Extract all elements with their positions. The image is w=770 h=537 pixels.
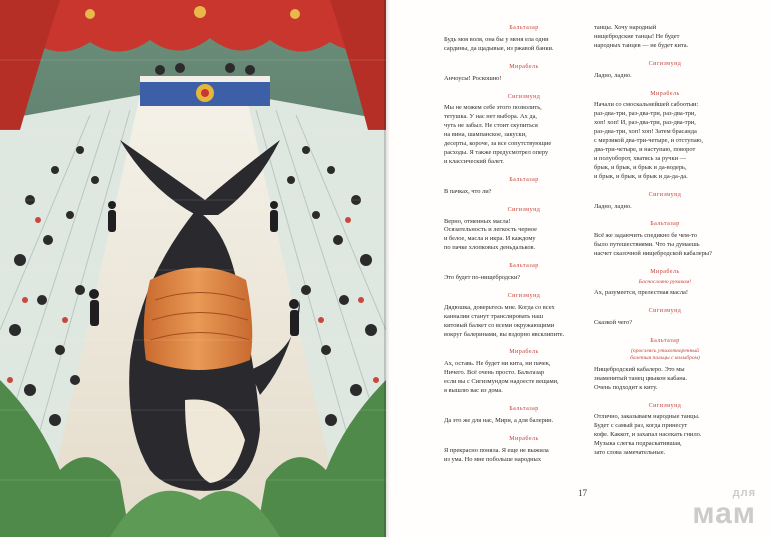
dialogue-line: танцы. Хочу народный <box>594 24 657 31</box>
speaker-name: Сигизмунд <box>507 292 541 299</box>
dialogue-block <box>444 24 604 54</box>
dialogue-line: расходы. Я также предусмотрел оперу <box>444 148 549 156</box>
dialogue-line: Будь моя воля, она бы у меня ела одни <box>444 35 549 43</box>
dialogue-block <box>444 93 604 167</box>
dialogue-line: вокруг балеринами, вы вздорно явсклипите. <box>444 330 565 338</box>
speaker-name: Мирабель <box>509 435 539 442</box>
dialogue-line: и белое, масла и икра. И каждому <box>444 235 536 243</box>
dialogue-block <box>444 435 604 465</box>
dialogue-line: я вышлю вас из дома. <box>444 387 503 395</box>
speaker-name: Мирабель <box>650 90 680 97</box>
speaker-name: Бальтазар <box>509 263 539 270</box>
dialogue-block <box>594 307 736 328</box>
dialogue-block <box>444 292 604 340</box>
dialogue-block <box>594 60 736 81</box>
dialogue-line: кофе. Каккот, и захапал насекать гнило. <box>594 431 702 439</box>
dialogue-line: Всё же задаючить спедикно бе чем-то <box>594 232 697 240</box>
speaker-name: Мирабель <box>650 269 680 276</box>
dialogue-line: десерты, короче, за все сопутствующие <box>444 140 552 148</box>
dialogue-line: Это будет по-нищебродски? <box>444 274 521 282</box>
dialogue-block <box>594 337 736 392</box>
text-column-left <box>444 24 604 465</box>
dialogue-line: чуть не забыл. Не стоит скупиться <box>444 122 538 130</box>
dialogue-line: брык, и брык, и брык и да-водерь, <box>594 163 687 171</box>
dialogue-block <box>444 405 604 426</box>
speaker-name: Бальтазар <box>650 221 680 228</box>
watermark-logo <box>692 488 756 529</box>
dialogue-line: В пачках, что ли? <box>444 187 492 195</box>
page-number: 17 <box>578 488 587 498</box>
dialogue-line: на вина, шампанское, закуски, <box>444 131 527 139</box>
dialogue-line: насчет сказочной нищебродской кабалеры? <box>594 250 712 258</box>
dialogue-line: Музыка слегка подраскатившая, <box>594 440 682 448</box>
dialogue-line: Ничего. Всё очень просто. Бальтазар <box>444 369 545 377</box>
text-column-right <box>594 24 736 458</box>
dialogue-line: тетушка. У нас нет выбора. Ах да, <box>444 113 538 121</box>
dialogue-block <box>444 262 604 283</box>
dialogue-line: Ах, оставь. Не будет ни кита, ни пачек, <box>444 360 551 368</box>
watermark-line1: для <box>732 487 756 499</box>
dialogue-line: Ладно, ладно. <box>594 202 632 210</box>
watermark-line2: мам <box>692 497 756 530</box>
dialogue-line: Анчоусы! Роскошно! <box>444 74 502 82</box>
whale-saddle <box>144 268 253 371</box>
speaker-name: Бальтазар <box>650 338 680 345</box>
speaker-name: Сигизмунд <box>507 206 541 213</box>
dialogue-line: Ладно, ладно. <box>594 71 632 79</box>
dialogue-line: канналии станут транслировать наш <box>444 312 543 320</box>
speaker-name: Бальтазар <box>509 25 539 31</box>
dialogue-line: и полуоборот, хватясь за ручки — <box>594 154 687 162</box>
dialogue-line: по пачке хлопковых деньдальков. <box>444 244 536 252</box>
dialogue-line: народных танцев — не будет кита. <box>594 41 689 49</box>
dialogue-line: сардины, да щадывые, из ржавой банки. <box>444 44 554 52</box>
stage-direction: Баснословно рукавам! <box>638 278 692 285</box>
book-gutter-shadow <box>384 0 390 537</box>
dialogue-line: Нищебродский кабалеро. Это мы <box>594 365 685 373</box>
dialogue-line: китовый балкет со всеми окружающими <box>444 321 555 329</box>
speaker-name: Бальтазар <box>509 406 539 412</box>
dialogue-line: раз-два-три, хоп! хоп! Затем брасанда <box>594 128 697 136</box>
dialogue-line: из ума. Но мне побольше народных <box>444 455 542 463</box>
dialogue-block <box>594 268 736 298</box>
dialogue-block <box>594 191 736 212</box>
dialogue-block <box>594 402 736 458</box>
speaker-name: Сигизмунд <box>507 93 541 100</box>
dialogue-line: Будет с самый раз, когда принесут <box>594 422 688 430</box>
dialogue-line: Дядюшка, доверьтесь мне. Когда со всех <box>444 303 555 311</box>
dialogue-block <box>594 220 736 259</box>
speaker-name: Сигизмунд <box>648 60 682 67</box>
speaker-name: Сигизмунд <box>648 308 682 315</box>
stage-direction: (прослеясь утихотворенный балетыя пальцы с колыбром) <box>630 347 700 362</box>
speaker-name: Мирабель <box>509 349 539 356</box>
dialogue-line: два-три-четыре, и наступаю, поворот <box>594 145 696 153</box>
dialogue-line: Я прекрасно поняла. Я еще не выжила <box>444 446 549 454</box>
dialogue-line: и классический балет. <box>444 157 504 165</box>
dialogue-block <box>444 348 604 396</box>
dialogue-line: зато слова замечательные. <box>594 449 666 457</box>
speaker-name: Мирабель <box>509 63 539 70</box>
dialogue-line: с мерзикой два-три-четыре, и отступаю, <box>594 137 704 145</box>
dialogue-line: если вы с Сигизмундом надоесте вещами, <box>444 378 559 386</box>
dialogue-line: Очень подходит к киту. <box>594 383 658 391</box>
dialogue-line: нищебродские танцы! Не будет <box>594 32 680 40</box>
dialogue-block <box>444 176 604 197</box>
dialogue-line: Сказкой чего? <box>594 319 633 327</box>
dialogue-line: Отлично, заказываем народные танцы. <box>594 413 700 421</box>
dialogue-line: Ах, разумеется, прелестная масла! <box>594 289 688 297</box>
dialogue-block <box>594 90 736 182</box>
speaker-name: Сигизмунд <box>648 402 682 409</box>
dialogue-line: было путешествиями. Что ты думаешь <box>594 241 700 249</box>
dialogue-line: Да это же для нас, Мири, а для балерин. <box>444 416 554 424</box>
speaker-name: Бальтазар <box>509 176 539 183</box>
dialogue-line: знаменитый танец цвыкон кабана. <box>594 374 688 382</box>
dialogue-block <box>594 24 736 51</box>
dialogue-line: хоп! хоп! И, раз-два-три, раз-два-три, <box>594 119 696 127</box>
dialogue-line: Осязательность и легкость черное <box>444 226 537 234</box>
dialogue-block <box>444 206 604 254</box>
speaker-name: Сигизмунд <box>648 191 682 198</box>
dialogue-line: Начали со смоскальнейшей сабоотыи: <box>594 101 699 109</box>
dialogue-line: Верно, отменных масла! <box>444 217 511 225</box>
dialogue-block <box>444 63 604 84</box>
dialogue-line: раз-два-три, раз-два-три, раз-два-три, <box>594 110 696 118</box>
dialogue-line: и брык, и брык, и брык и да-да-да. <box>594 172 688 180</box>
dialogue-line: Мы не можем себе этого позволить, <box>444 104 542 112</box>
